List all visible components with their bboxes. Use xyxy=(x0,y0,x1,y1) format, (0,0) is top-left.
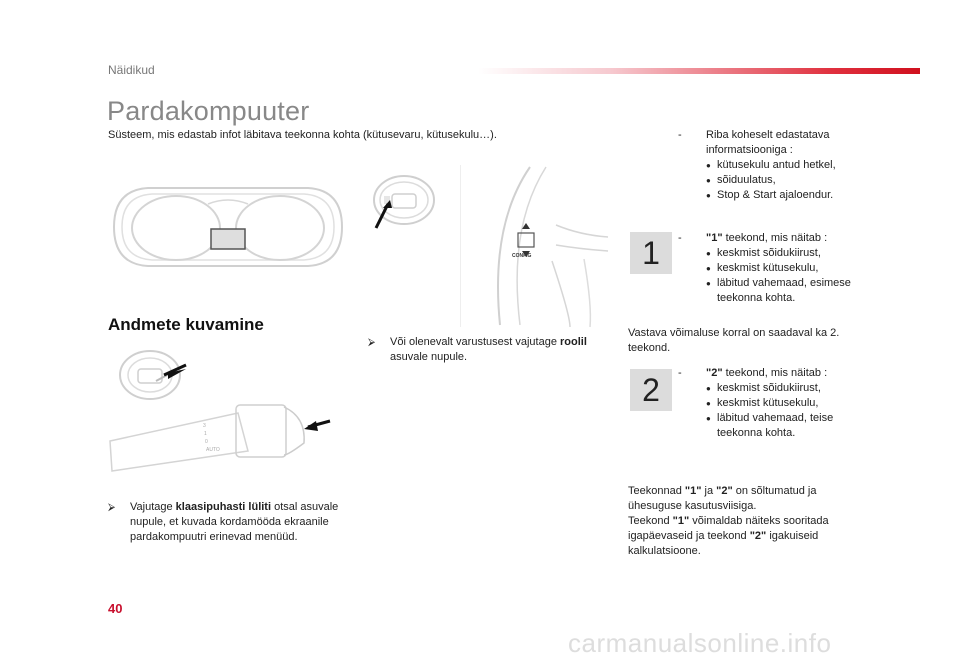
svg-text:0: 0 xyxy=(205,439,208,445)
list-item: ● sõiduulatus, xyxy=(706,173,863,188)
checkbox-icon: ⮚ xyxy=(108,502,116,513)
svg-text:AUTO: AUTO xyxy=(206,447,220,453)
list-item: ● keskmist kütusekulu, xyxy=(706,396,863,411)
list-item: ● Stop & Start ajaloendur. xyxy=(706,188,863,203)
list-item: ● kütusekulu antud hetkel, xyxy=(706,158,863,173)
instruction-wheel: ⮚ Või olenevalt varustusest vajutage roolil asuvale nupule. xyxy=(368,336,587,363)
info-bar-block: - Riba koheselt edastatava informatsiooniga : ● kütusekulu antud hetkel, ● sõiduulatus, ● Stop & Start ajaloendur. xyxy=(678,128,863,203)
intro-text: Süsteem, mis edastab infot läbitava teekonna kohta (kütusevaru, kütusekulu…). xyxy=(108,129,497,141)
trip-1-number: 1 xyxy=(630,232,672,274)
trip-2-block: - "2" teekond, mis näitab : ● keskmist sõidukiirust, ● keskmist kütusekulu, ● läbitud vahemaad, teise teekonna kohta. xyxy=(678,366,863,441)
list-item: ● keskmist kütusekulu, xyxy=(706,261,863,276)
trip-2-number: 2 xyxy=(630,369,672,411)
svg-text:3: 3 xyxy=(203,423,206,429)
svg-text:1: 1 xyxy=(204,431,207,437)
availability-note: Vastava võimaluse korral on saadaval ka 2. teekond. xyxy=(628,327,840,354)
steering-wheel-thumbnail xyxy=(372,170,442,232)
checkbox-icon: ⮚ xyxy=(368,337,376,348)
instruction-stalk: ⮚ Vajutage klaasipuhasti lüliti otsal asuvale nupule, et kuvada kordamööda ekraanile pardakompuutri erinevad menüüd. xyxy=(108,501,339,543)
config-button-detail xyxy=(460,165,610,330)
page-title: Pardakompuuter xyxy=(107,96,310,126)
instrument-cluster-illustration xyxy=(108,182,348,272)
trip-1-block: - "1" teekond, mis näitab : ● keskmist sõidukiirust, ● keskmist kütusekulu, ● läbitud vahemaad, esimese teekonna kohta. xyxy=(678,231,863,306)
config-label: CONFIG xyxy=(512,253,532,259)
list-item: ● läbitud vahemaad, teise teekonna kohta. xyxy=(706,411,863,441)
watermark: carmanualsonline.info xyxy=(568,628,832,658)
page-number: 40 xyxy=(108,601,123,616)
cluster-screen-highlight xyxy=(211,229,245,249)
section-label: Näidikud xyxy=(108,63,155,77)
list-item: ● läbitud vahemaad, esimese teekonna kohta. xyxy=(706,276,863,306)
wiper-stalk-illustration xyxy=(108,343,340,473)
section-heading: Andmete kuvamine xyxy=(108,315,264,334)
section-color-bar xyxy=(478,68,920,74)
list-item: ● keskmist sõidukiirust, xyxy=(706,381,863,396)
list-item: ● keskmist sõidukiirust, xyxy=(706,246,863,261)
closing-note: Teekonnad "1" ja "2" on sõltumatud ja ühesuguse kasutusviisiga. Teekond "1" võimaldab näiteks sooritada igapäevaseid ja teekond "2" igakuiseid kalkulatsioone. xyxy=(628,485,829,557)
